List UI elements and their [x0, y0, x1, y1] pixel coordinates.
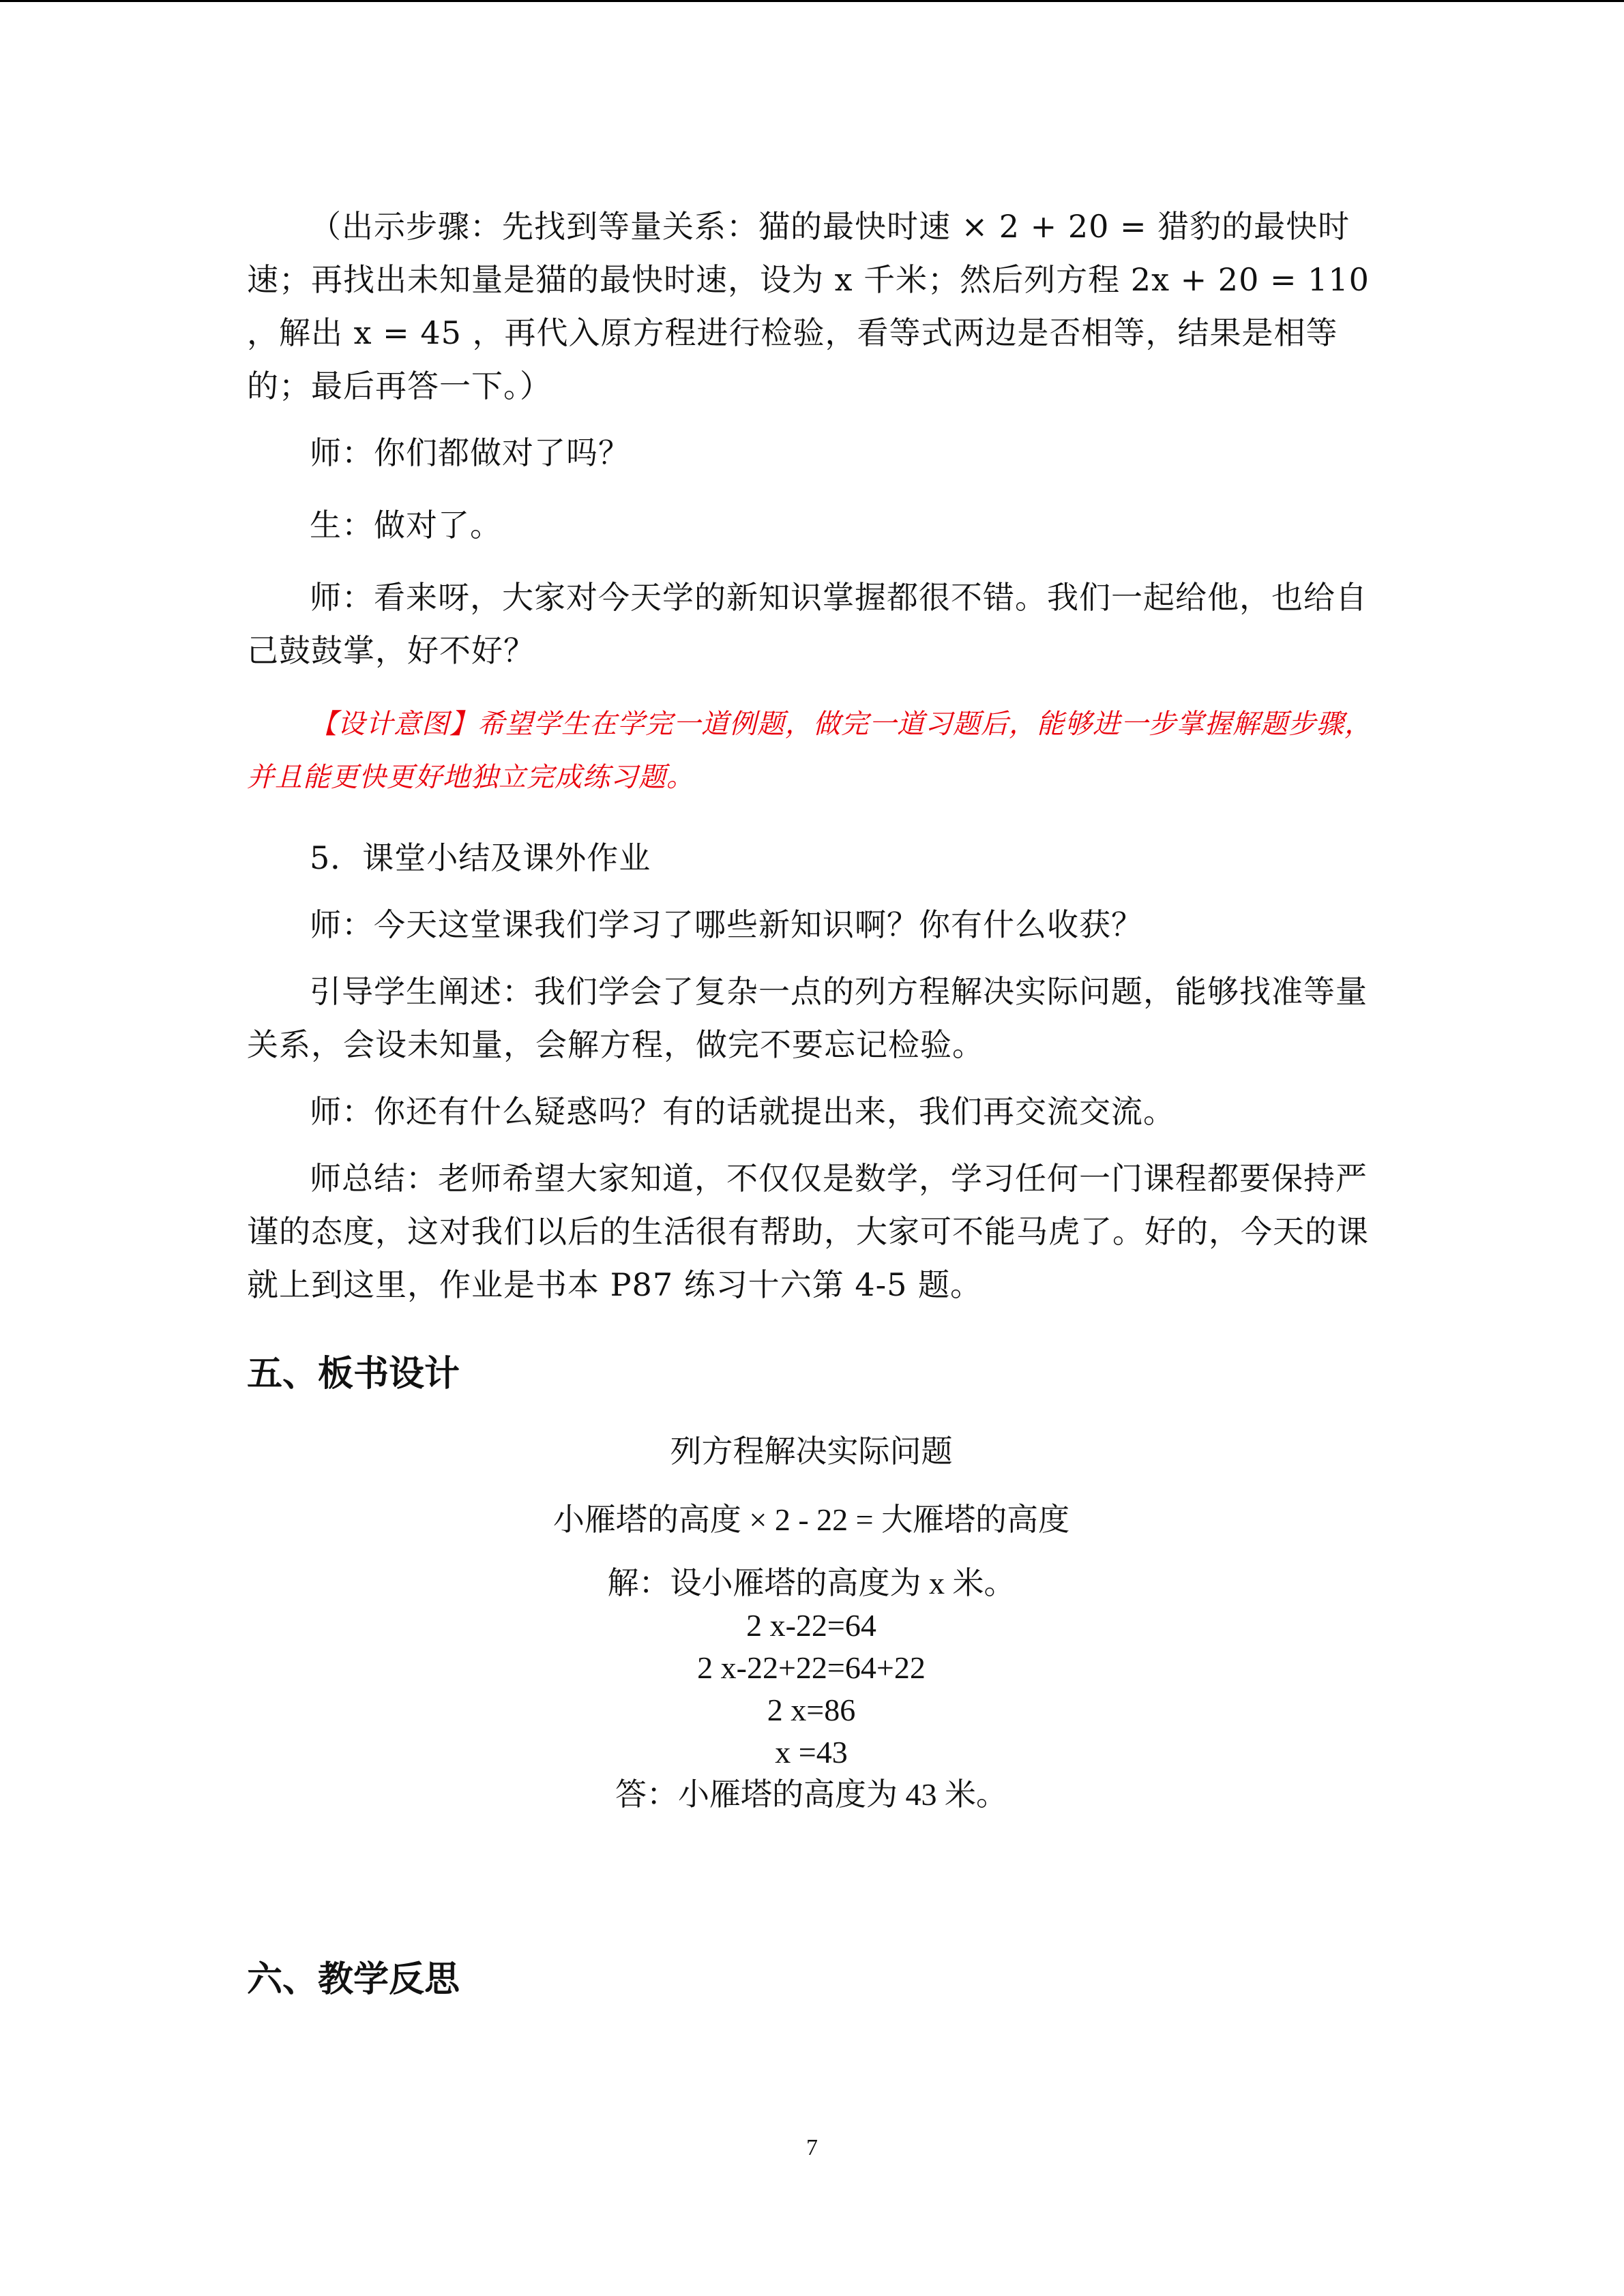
teacher-question-4: 师：你还有什么疑惑吗？有的话就提出来，我们再交流交流。: [310, 1093, 1175, 1130]
item-5-heading: 5．课堂小结及课外作业: [310, 839, 651, 876]
teacher-question-3: 师：今天这堂课我们学习了哪些新知识啊？你有什么收获？: [310, 906, 1143, 943]
board-line-equation: 2 x-22=64: [746, 1608, 876, 1643]
teacher-question-1: 师：你们都做对了吗？: [310, 434, 630, 471]
board-design-heading: 五、板书设计: [247, 1354, 460, 1395]
design-intent-note: 【设计意图】希望学生在学完一道例题，做完一道习题后，能够进一步掌握解题步骤，并且能更快更好地独立完成练习题。: [247, 709, 1372, 793]
board-title: 列方程解决实际问题: [670, 1434, 953, 1469]
board-line-let: 解：设小雁塔的高度为 x 米。: [607, 1566, 1016, 1600]
board-line-simplify: 2 x=86: [767, 1693, 856, 1727]
page-content: [247, 200, 1376, 2036]
board-line-solution: x =43: [775, 1735, 848, 1770]
steps-paragraph: （出示步骤：先找到等量关系：猫的最快时速 × 2 + 20 = 猎豹的最快时速；再找出未知量是猫的最快时速，设为 x 千米；然后列方程 2x + 20 = 110 ，解出 x = 45 ，再代入原方程进行检验，看等式两边是否相等，结果是相等的；最后再答一下。）: [247, 208, 1370, 404]
guide-paragraph: 引导学生阐述：我们学会了复杂一点的列方程解决实际问题，能够找准等量关系，会设未知量，会解方程，做完不要忘记检验。: [247, 973, 1368, 1063]
board-equation-relation: 小雁塔的高度 × 2 - 22 = 大雁塔的高度: [552, 1502, 1070, 1537]
teacher-summary: 师总结：老师希望大家知道，不仅仅是数学，学习任何一门课程都要保持严谨的态度，这对我们以后的生活很有帮助，大家可不能马虎了。好的，今天的课就上到这里，作业是书本 P87 练习十六第 4-5 题。: [247, 1160, 1369, 1303]
board-line-step: 2 x-22+22=64+22: [697, 1650, 926, 1685]
teacher-remark-2: 师：看来呀，大家对今天学的新知识掌握都很不错。我们一起给他，也给自己鼓鼓掌，好不好？: [247, 579, 1368, 669]
page-number: 7: [806, 2135, 818, 2160]
student-answer-1: 生：做对了。: [310, 507, 502, 543]
board-design: [247, 1430, 1376, 1816]
board-line-answer: 答：小雁塔的高度为 43 米。: [615, 1777, 1007, 1812]
reflection-heading: 六、教学反思: [247, 1959, 460, 2000]
